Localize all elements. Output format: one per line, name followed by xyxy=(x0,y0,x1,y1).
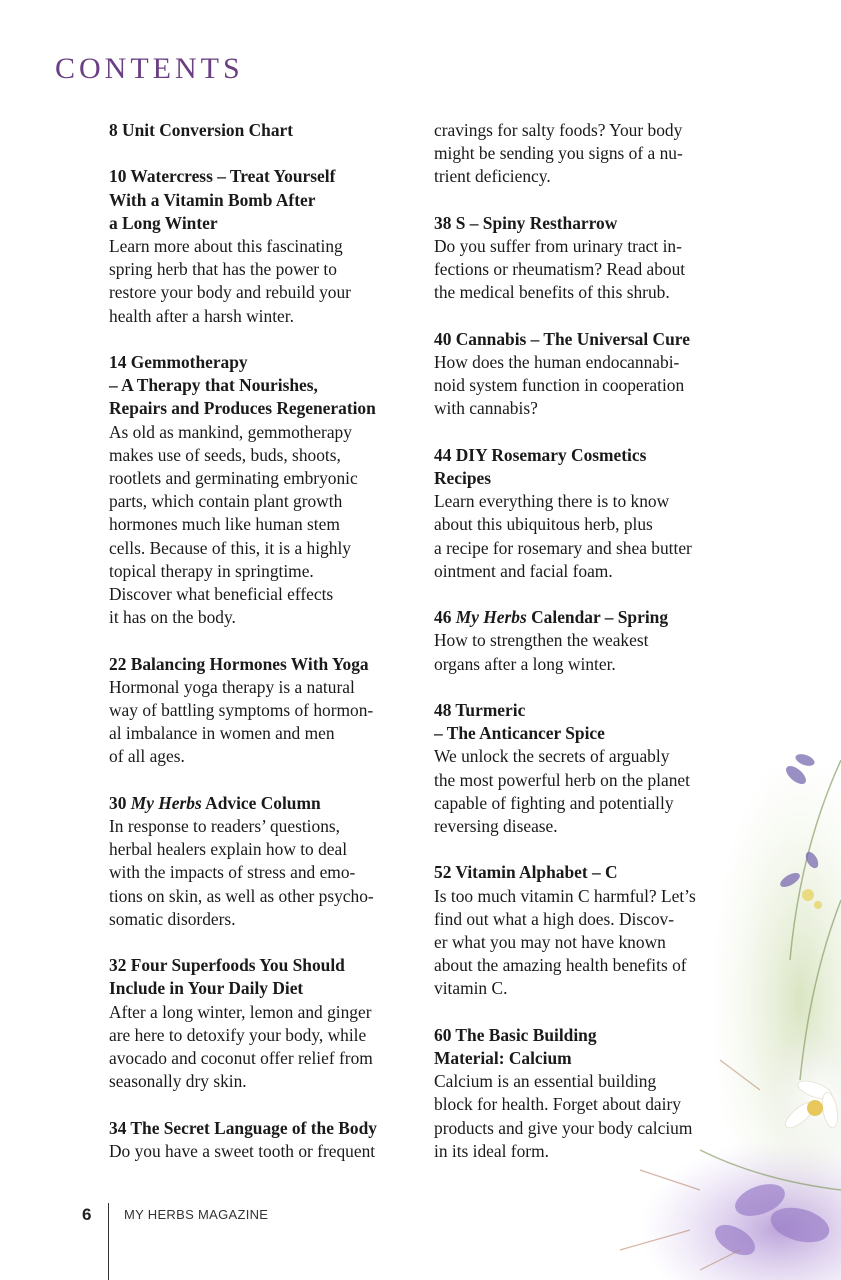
entry-description-line: about this ubiquitous herb, plus xyxy=(434,514,653,535)
entry-title: 8 Unit Conversion Chart xyxy=(109,120,294,140)
entry-description-line: about the amazing health benefits of xyxy=(434,955,687,976)
entry-title xyxy=(109,792,409,815)
entry-title: 52 Vitamin Alphabet – C xyxy=(434,862,618,883)
contents-entry xyxy=(434,606,726,676)
entry-description-line: vitamin C. xyxy=(434,978,508,999)
entry-description-line: Calcium is an essential building xyxy=(434,1071,657,1092)
entry-description-line: with the impacts of stress and emo- xyxy=(109,862,356,883)
entry-description-line: How does the human endocannabi- xyxy=(434,352,680,372)
entry-title-line: Material: Calcium xyxy=(434,1048,572,1069)
page-number: 6 xyxy=(82,1205,92,1224)
entry-description-line: in its ideal form. xyxy=(434,1140,549,1161)
entry-description-line: of all ages. xyxy=(109,746,185,767)
entry-description-line: the most powerful herb on the planet xyxy=(434,769,690,790)
page-title: CONTENTS xyxy=(55,52,244,85)
entry-description-line: restore your body and rebuild your xyxy=(109,282,351,303)
entry-title-italic: My Herbs xyxy=(455,607,527,628)
contents-entry xyxy=(434,328,726,421)
entry-description-line: seasonally dry skin. xyxy=(109,1071,247,1092)
entry-title-line: – The Anticancer Spice xyxy=(434,723,605,744)
entry-description-line: Is too much vitamin C harmful? Let’s xyxy=(434,885,696,906)
entry-description-line: makes use of seeds, buds, shoots, xyxy=(109,444,341,465)
entry-description-line: herbal healers explain how to deal xyxy=(109,839,348,860)
entry-description-line: After a long winter, lemon and ginger xyxy=(109,1001,372,1022)
entry-description-line: reversing disease. xyxy=(434,816,558,837)
publication-name: MY HERBS MAGAZINE xyxy=(124,1207,269,1222)
contents-right-column xyxy=(434,119,726,1186)
contents-entry xyxy=(109,653,409,769)
contents-entry xyxy=(434,861,726,1000)
contents-left-column xyxy=(109,119,409,1186)
entry-title-line: With a Vitamin Bomb After xyxy=(109,189,316,210)
entry-title-line: Recipes xyxy=(434,468,491,488)
footer-divider xyxy=(108,1203,109,1280)
entry-description-line: health after a harsh winter. xyxy=(109,305,294,326)
entry-description-line: fections or rheumatism? Read about xyxy=(434,259,686,280)
entry-description-line: avocado and coconut offer relief from xyxy=(109,1048,373,1069)
entry-title: 60 The Basic Building xyxy=(434,1024,597,1045)
entry-description-line: As old as mankind, gemmotherapy xyxy=(109,421,352,442)
entry-description-line: rootlets and germinating embryonic xyxy=(109,468,358,489)
entry-title: 34 The Secret Language of the Body xyxy=(109,1117,377,1138)
entry-title-italic: My Herbs xyxy=(130,792,202,813)
entry-description-line: cravings for salty foods? Your body xyxy=(434,120,683,140)
entry-title: 22 Balancing Hormones With Yoga xyxy=(109,653,369,674)
entry-description-line: are here to detoxify your body, while xyxy=(109,1024,367,1045)
contents-entry xyxy=(109,119,409,142)
entry-description-line: it has on the body. xyxy=(109,607,236,628)
entry-description-line: with cannabis? xyxy=(434,398,538,419)
entry-description-line: How to strengthen the weakest xyxy=(434,630,649,651)
entry-title: 38 S – Spiny Restharrow xyxy=(434,212,618,233)
entry-description-line: block for health. Forget about dairy xyxy=(434,1094,681,1115)
entry-title: 32 Four Superfoods You Should xyxy=(109,955,345,976)
entry-title: 10 Watercress – Treat Yourself xyxy=(109,166,336,187)
entry-title: 14 Gemmotherapy xyxy=(109,352,248,372)
entry-description-line: spring herb that has the power to xyxy=(109,259,337,280)
entry-description-line: We unlock the secrets of arguably xyxy=(434,746,670,767)
entry-title xyxy=(434,606,726,629)
entry-description-line: Learn more about this fascinating xyxy=(109,236,343,256)
contents-entry xyxy=(109,1117,409,1163)
contents-entry xyxy=(434,1024,726,1163)
entry-description-line: er what you may not have known xyxy=(434,932,666,953)
entry-title-number: 30 xyxy=(109,792,131,813)
entry-title-line: Include in Your Daily Diet xyxy=(109,978,304,999)
contents-entry xyxy=(109,792,409,931)
entry-title-line: a Long Winter xyxy=(109,212,218,233)
entry-title-number: 46 xyxy=(434,607,456,628)
entry-description-line: way of battling symptoms of hormon- xyxy=(109,700,374,721)
entry-description-line: cells. Because of this, it is a highly xyxy=(109,537,351,558)
entry-description-line: hormones much like human stem xyxy=(109,514,340,535)
entry-description-line: parts, which contain plant growth xyxy=(109,491,343,512)
entry-description-line: Discover what beneficial effects xyxy=(109,584,334,605)
entry-title: 40 Cannabis – The Universal Cure xyxy=(434,328,690,349)
entry-title-rest: Advice Column xyxy=(201,792,321,813)
entry-description-line: topical therapy in springtime. xyxy=(109,560,314,581)
entry-description-line: capable of fighting and potentially xyxy=(434,792,674,813)
entry-description-line: somatic disorders. xyxy=(109,908,236,929)
entry-description-line: find out what a high does. Discov- xyxy=(434,908,675,929)
entry-description-line: noid system function in cooperation xyxy=(434,375,685,396)
entry-title-line: Repairs and Produces Regeneration xyxy=(109,398,376,419)
entry-description-line: tions on skin, as well as other psycho- xyxy=(109,885,374,906)
entry-description-line: trient deficiency. xyxy=(434,166,551,187)
entry-title-line: – A Therapy that Nourishes, xyxy=(109,375,318,396)
entry-description-line: organs after a long winter. xyxy=(434,653,616,674)
entry-description-line: ointment and facial foam. xyxy=(434,560,613,581)
entry-description-line: might be sending you signs of a nu- xyxy=(434,143,683,164)
contents-entry xyxy=(109,165,409,327)
contents-entry xyxy=(434,444,726,583)
contents-entry xyxy=(109,954,409,1093)
entry-description-line: al imbalance in women and men xyxy=(109,723,335,744)
contents-entry xyxy=(434,119,726,189)
contents-entry xyxy=(109,351,409,629)
entry-description-line: the medical benefits of this shrub. xyxy=(434,282,670,303)
entry-description-line: In response to readers’ questions, xyxy=(109,816,341,837)
entry-description-line: products and give your body calcium xyxy=(434,1117,693,1138)
entry-title: 44 DIY Rosemary Cosmetics xyxy=(434,444,647,465)
entry-description-line: Learn everything there is to know xyxy=(434,491,670,512)
entry-description-line: Do you suffer from urinary tract in- xyxy=(434,236,682,256)
entry-title-rest: Calendar – Spring xyxy=(526,607,669,628)
contents-entry xyxy=(434,699,726,838)
contents-entry xyxy=(434,212,726,305)
entry-description-line: Hormonal yoga therapy is a natural xyxy=(109,676,355,697)
entry-description-line: Do you have a sweet tooth or frequent xyxy=(109,1140,376,1161)
entry-title: 48 Turmeric xyxy=(434,700,526,720)
entry-description-line: a recipe for rosemary and shea butter xyxy=(434,537,692,558)
